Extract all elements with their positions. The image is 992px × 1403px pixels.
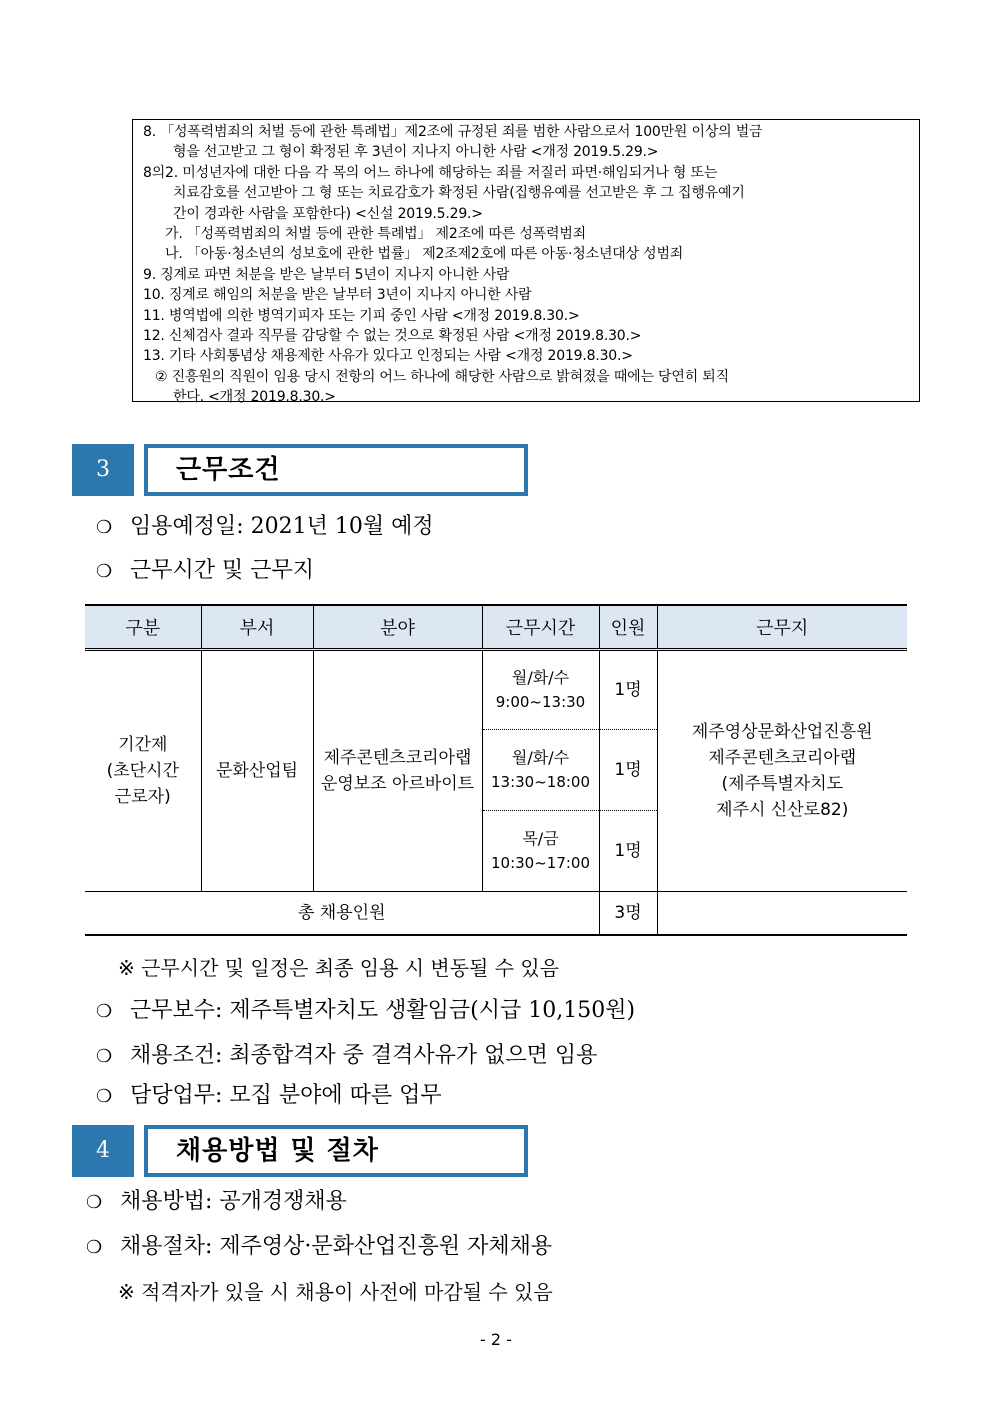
department-cell: 문화산업팀 [201, 650, 313, 892]
section-4-header [72, 1125, 528, 1177]
headcount-cell: 1명 [599, 811, 657, 892]
section-3-header [72, 444, 528, 496]
rule-line: 8. 「성폭력범죄의 처벌 등에 관한 특례법」제2조에 규정된 죄를 범한 사람으로서 100만원 이상의 벌금 [143, 124, 763, 140]
shift-time: 9:00~13:30 [495, 693, 586, 711]
bullet-text: 근무보수: 제주특별자치도 생활임금(시급 10,150원) [130, 998, 636, 1023]
rule-line: 8의2. 미성년자에 대한 다음 각 목의 어느 하나에 해당하는 죄를 저질러 파면·해임되거나 형 또는 [143, 164, 718, 181]
table-header: 구분 [85, 605, 201, 650]
shift-days: 월/화/수 [511, 668, 570, 687]
table-header: 분야 [313, 605, 482, 650]
bullet-text: 담당업무: 모집 분야에 따른 업무 [130, 1083, 442, 1108]
bullet-text: 근무시간 및 근무지 [130, 558, 315, 583]
rule-line: 12. 신체검사 결과 직무를 감당할 수 없는 것으로 확정된 사람 <개정 2019.8.30.> [143, 328, 642, 345]
headcount-cell: 1명 [599, 730, 657, 811]
table-header: 근무지 [657, 605, 907, 650]
empty-cell [657, 892, 907, 936]
section-title: 채용방법 및 절차 [176, 1136, 379, 1166]
shift-time-cell [482, 730, 599, 811]
table-row [85, 650, 907, 730]
shift-time: 13:30~18:00 [490, 773, 591, 791]
total-count-cell: 3명 [599, 892, 657, 936]
page-number: - 2 - [480, 1330, 512, 1349]
cell-line: (제주특별자치도 [721, 774, 844, 794]
rule-line: 11. 병역법에 의한 병역기피자 또는 기피 중인 사람 <개정 2019.8.30.> [143, 307, 580, 324]
section-title-box [144, 444, 528, 496]
bullet-appointment-date [96, 512, 434, 543]
rule-line: 한다. <개정 2019.8.30.> [173, 389, 336, 406]
cell-line: 근로자) [114, 787, 171, 807]
rule-line: 10. 징계로 해임의 처분을 받은 날부터 3년이 지나지 아니한 사람 [143, 287, 532, 304]
cell-line: 운영보조 아르바이트 [320, 774, 475, 794]
rule-line: ② 진흥원의 직원이 임용 당시 전항의 어느 하나에 해당한 사람으로 밝혀졌을 때에는 당연히 퇴직 [155, 368, 729, 385]
bullet-text: 채용조건: 최종합격자 중 결격사유가 없으면 임용 [130, 1043, 598, 1068]
cell-line: 제주콘텐츠코리아랩 [708, 748, 857, 768]
bullet-conditions [96, 1041, 597, 1072]
bullet-text: 채용방법: 공개경쟁채용 [120, 1189, 347, 1214]
shift-days: 목/금 [522, 829, 559, 848]
bullet-work-hours-location [96, 556, 314, 587]
section-title-box [144, 1125, 528, 1177]
bullet-text: 채용절차: 제주영상·문화산업진흥원 자체채용 [120, 1234, 553, 1259]
table-header: 부서 [201, 605, 313, 650]
rule-line: 형을 선고받고 그 형이 확정된 후 3년이 지나지 아니한 사람 <개정 2019.5.29.> [173, 144, 659, 161]
circle-bullet-icon: ❍ [96, 1046, 113, 1067]
cell-line: 제주콘텐츠코리아랩 [323, 748, 472, 768]
section-number: 4 [72, 1125, 134, 1177]
headcount-cell: 1명 [599, 650, 657, 730]
circle-bullet-icon: ❍ [86, 1237, 103, 1258]
cell-line: 제주시 신산로82) [716, 800, 849, 820]
circle-bullet-icon: ❍ [96, 1086, 113, 1107]
rule-line: 가. 「성폭력범죄의 처벌 등에 관한 특례법」 제2조에 따른 성폭력범죄 [165, 226, 586, 243]
section-number: 3 [72, 444, 134, 496]
rule-line: 나. 「아동·청소년의 성보호에 관한 법률」 제2조제2호에 따른 아동·청소년대상 성범죄 [165, 246, 684, 263]
early-close-note: ※ 적격자가 있을 시 채용이 사전에 마감될 수 있음 [118, 1280, 553, 1304]
employment-type-cell [85, 650, 201, 892]
table-total-row [85, 892, 907, 936]
total-label-cell: 총 채용인원 [85, 892, 599, 936]
section-title: 근무조건 [176, 455, 281, 485]
bullet-hiring-procedure [86, 1232, 552, 1263]
schedule-note: ※ 근무시간 및 일정은 최종 임용 시 변동될 수 있음 [118, 956, 560, 980]
shift-time: 10:30~17:00 [490, 854, 591, 872]
circle-bullet-icon: ❍ [96, 1001, 113, 1022]
cell-line: 제주영상문화산업진흥원 [691, 722, 873, 742]
work-conditions-table [85, 604, 907, 936]
shift-days: 월/화/수 [511, 748, 570, 767]
table-header: 근무시간 [482, 605, 599, 650]
bullet-duties [96, 1081, 442, 1112]
field-cell [313, 650, 482, 892]
bullet-pay [96, 996, 635, 1027]
table-header: 인원 [599, 605, 657, 650]
circle-bullet-icon: ❍ [86, 1192, 103, 1213]
table-header-row [85, 605, 907, 650]
location-cell [657, 650, 907, 892]
circle-bullet-icon: ❍ [96, 561, 113, 582]
cell-line: (초단시간 [106, 761, 179, 781]
rule-line: 9. 징계로 파면 처분을 받은 날부터 5년이 지나지 아니한 사람 [143, 266, 510, 283]
rule-line: 간이 경과한 사람을 포함한다) <신설 2019.5.29.> [173, 205, 483, 222]
cell-line: 기간제 [118, 735, 168, 755]
shift-time-cell [482, 650, 599, 730]
rule-line: 치료감호를 선고받아 그 형 또는 치료감호가 확정된 사람(집행유예를 선고받은 후 그 집행유예기 [173, 185, 745, 202]
rule-line: 13. 기타 사회통념상 채용제한 사유가 있다고 인정되는 사람 <개정 2019.8.30.> [143, 348, 633, 365]
circle-bullet-icon: ❍ [96, 517, 113, 538]
disqualification-rules-box [132, 119, 920, 406]
bullet-text: 임용예정일: 2021년 10월 예정 [130, 514, 434, 539]
bullet-hiring-method [86, 1187, 347, 1218]
shift-time-cell [482, 811, 599, 892]
